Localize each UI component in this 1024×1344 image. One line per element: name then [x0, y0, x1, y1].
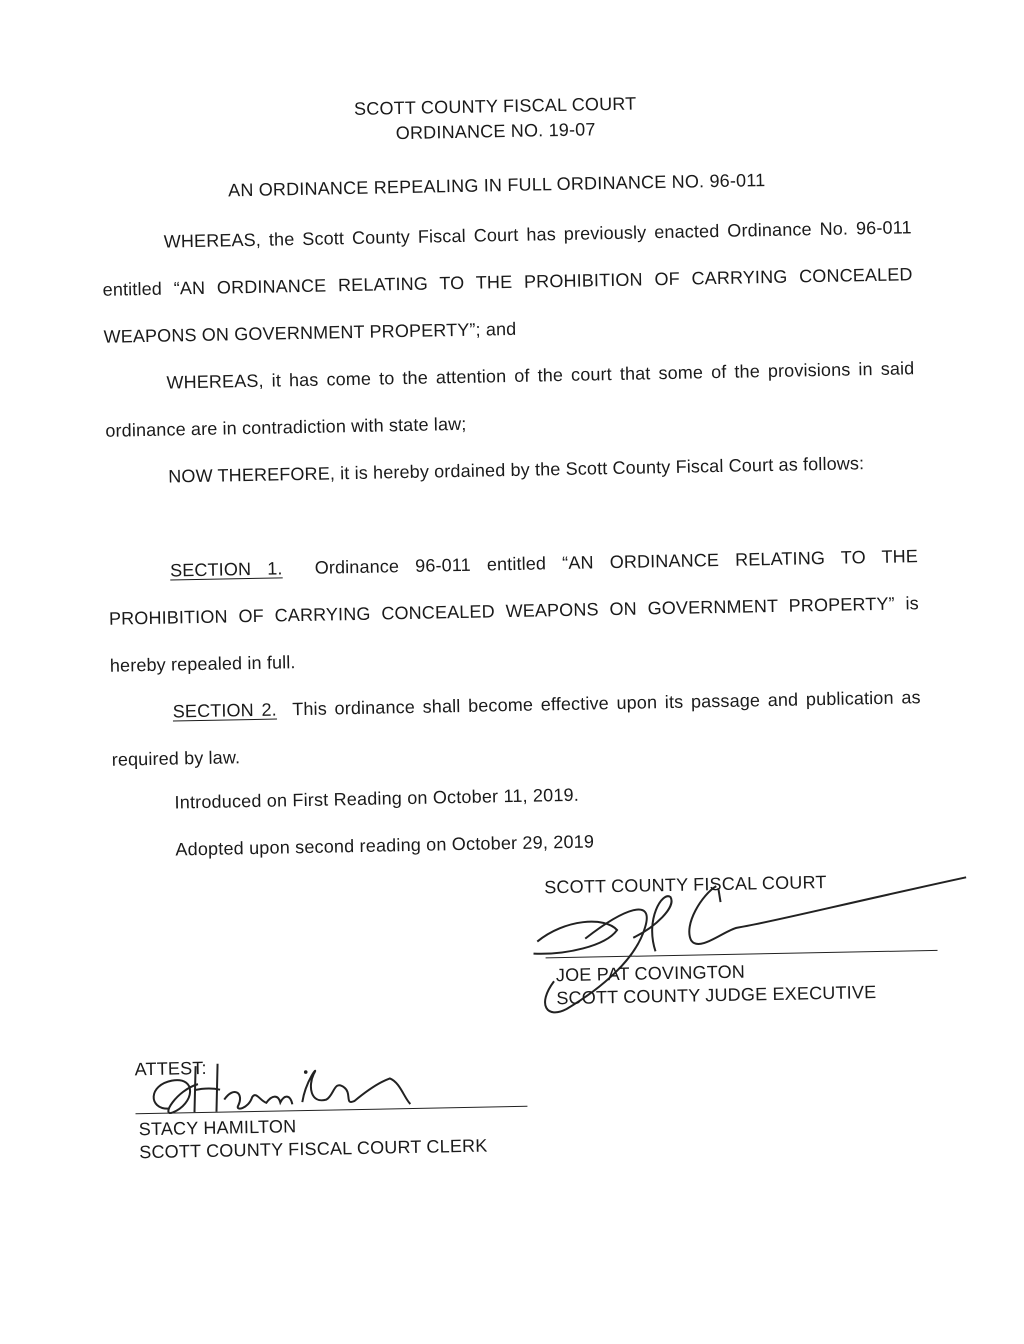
- clerk-signature-image: [137, 1042, 438, 1128]
- section-1-heading: SECTION 1.: [169, 558, 283, 581]
- now-therefore-paragraph: NOW THEREFORE, it is hereby ordained by the Scott County Fiscal Court as follows:: [168, 453, 865, 487]
- whereas-paragraph-1: WHEREAS, the Scott County Fiscal Court has previously enacted Ordinance No. 96-011 entitled “AN ORDINANCE RELATING TO THE PROHIBITION OF CARRYING CONCEALED WEAPONS ON GOVERNMENT PROPERTY”; and: [102, 217, 913, 347]
- introduced-date: Introduced on First Reading on October 11, 2019.: [174, 784, 580, 813]
- adopted-date: Adopted upon second reading on October 29, 2019: [175, 831, 595, 860]
- attest-label: ATTEST:: [134, 1057, 207, 1080]
- whereas-paragraph-2: WHEREAS, it has come to the attention of the court that some of the provisions in said ordinance are in contradiction with state law;: [105, 358, 915, 441]
- judge-name: JOE PAT COVINGTON: [555, 961, 746, 986]
- ordinance-number: ORDINANCE NO. 19-07: [395, 119, 596, 144]
- section-1-paragraph: [108, 533, 921, 690]
- clerk-name: STACY HAMILTON: [138, 1116, 297, 1140]
- judge-title: SCOTT COUNTY JUDGE EXECUTIVE: [556, 982, 877, 1009]
- section-2-paragraph: [110, 674, 922, 784]
- section-1-text: Ordinance 96-011 entitled “AN ORDINANCE RELATING TO THE PROHIBITION OF CARRYING CONCEALED WEAPONS ON GOVERNMENT PROPERTY” is hereby repealed in full.: [108, 546, 920, 676]
- signature-court-label: SCOTT COUNTY FISCAL COURT: [544, 872, 827, 898]
- ordinance-title: AN ORDINANCE REPEALING IN FULL ORDINANCE NO. 96-011: [227, 170, 766, 201]
- section-2-heading: SECTION 2.: [172, 699, 278, 722]
- court-heading: SCOTT COUNTY FISCAL COURT: [353, 93, 637, 119]
- clerk-title: SCOTT COUNTY FISCAL COURT CLERK: [139, 1135, 488, 1163]
- section-2-text: This ordinance shall become effective upon its passage and publication as required by law.: [111, 687, 921, 770]
